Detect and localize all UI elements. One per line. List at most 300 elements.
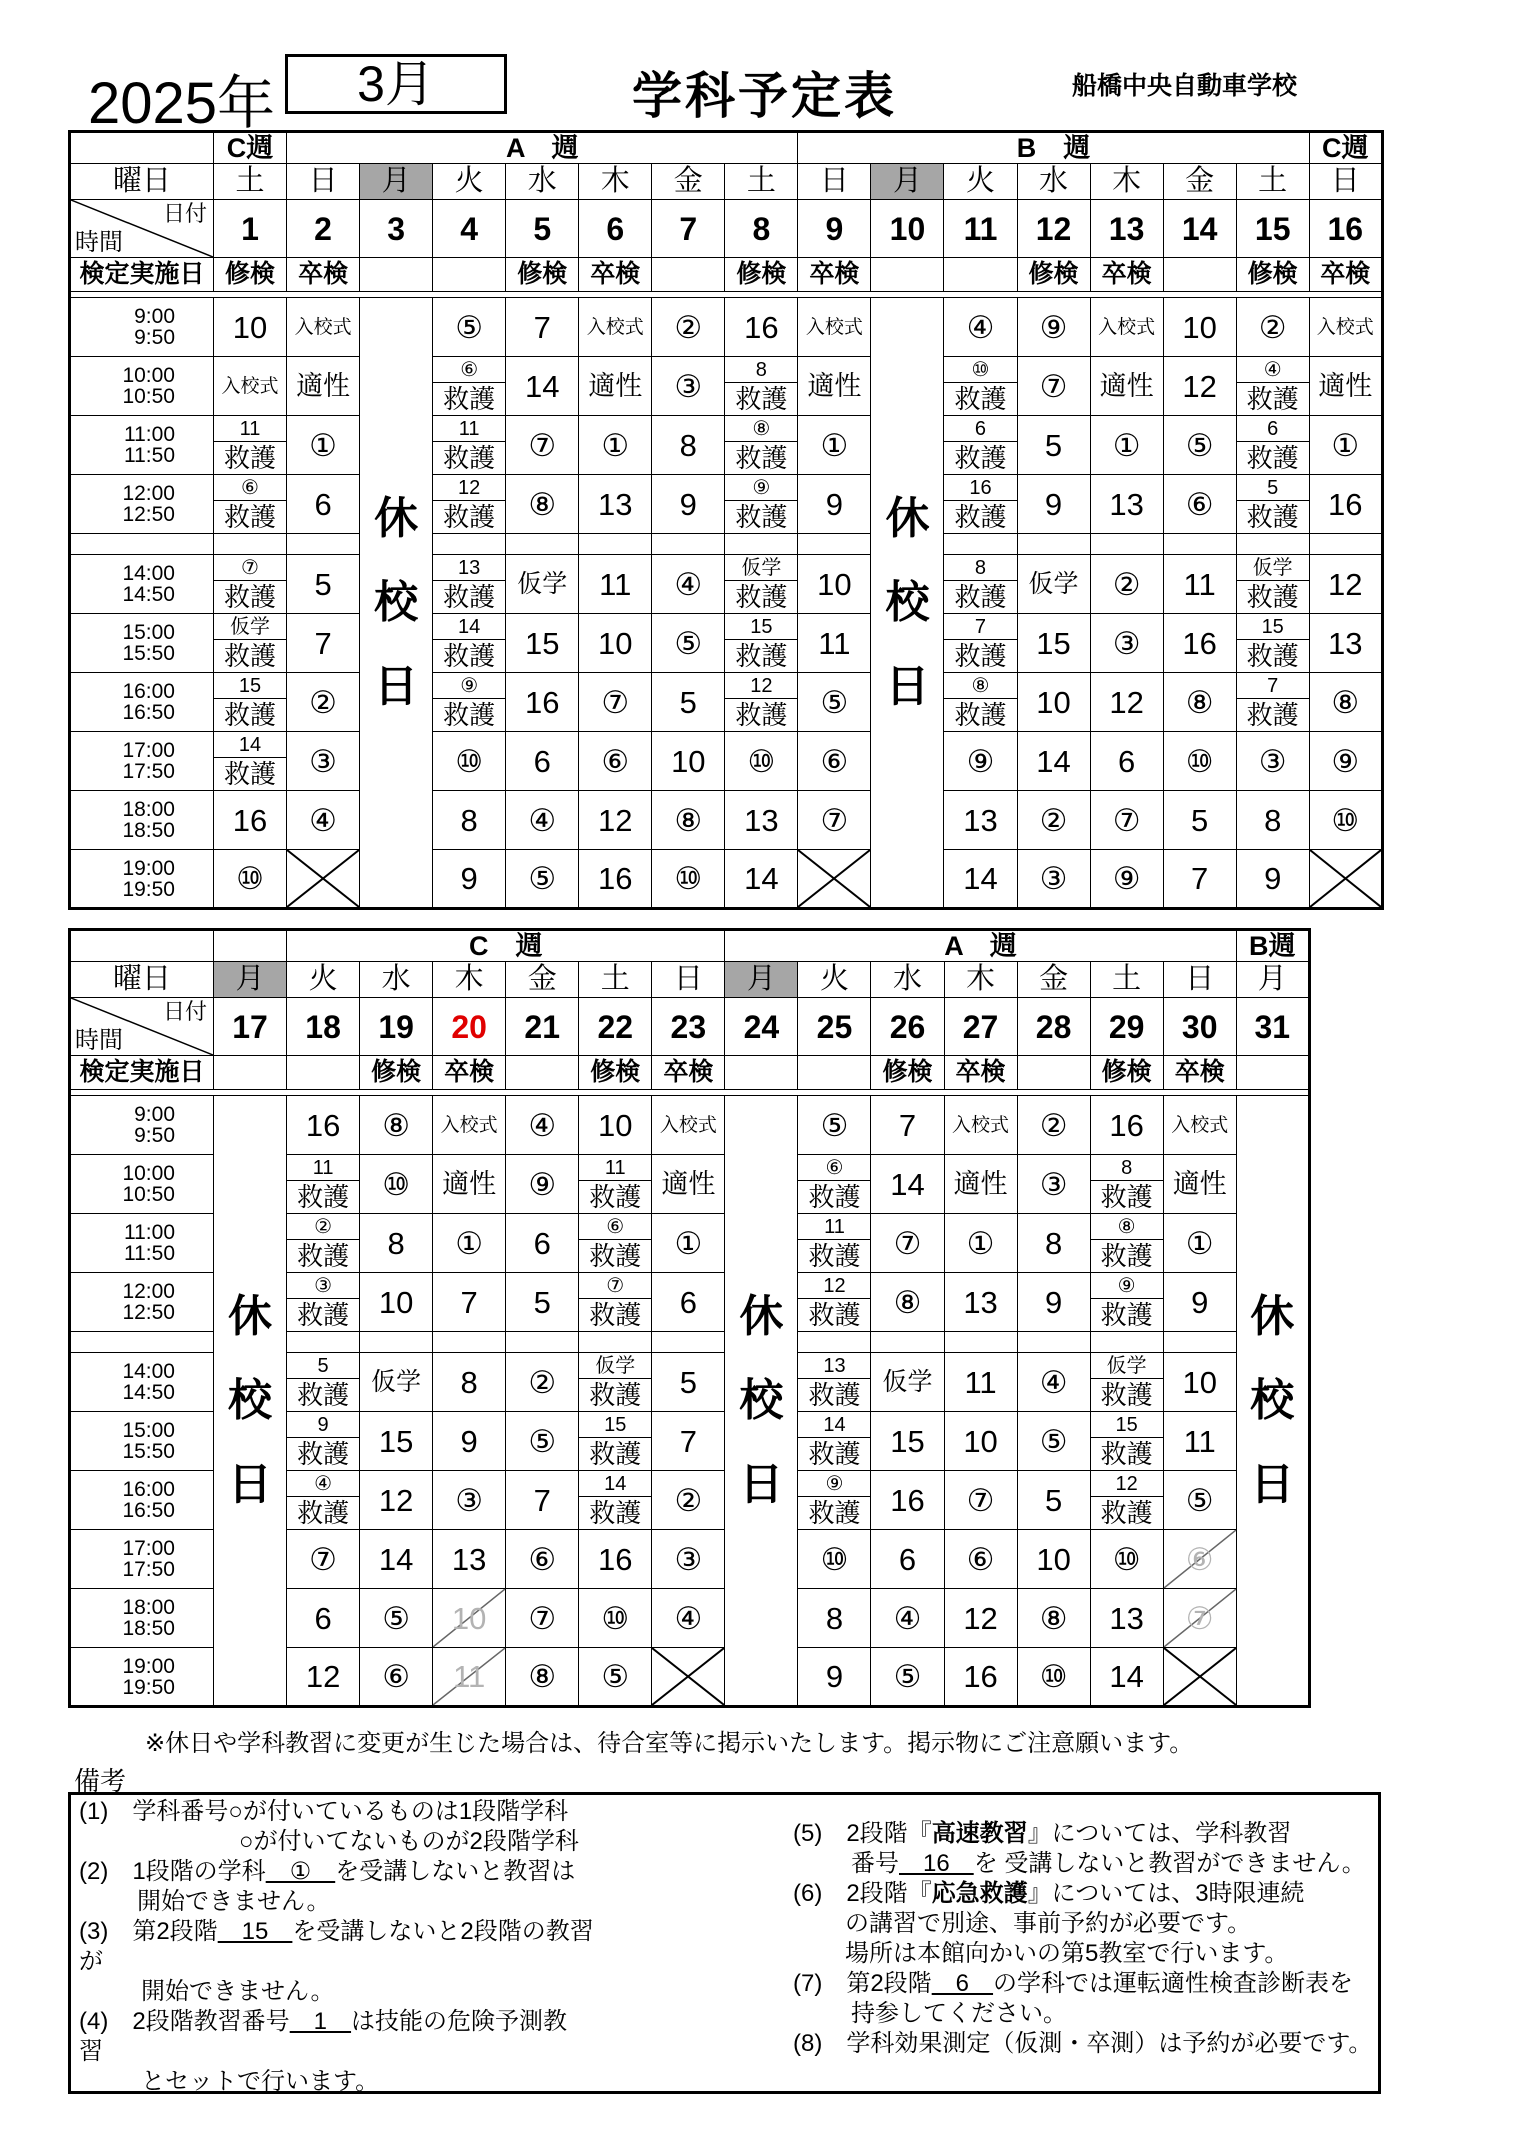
class-cell: ②: [1017, 1096, 1090, 1155]
date-cell: 20: [433, 998, 506, 1056]
class-type: 救護: [589, 1181, 642, 1212]
exam-row: [70, 258, 1383, 292]
date-row: [70, 998, 1310, 1056]
class-number: ⑥: [579, 1215, 651, 1240]
class-cell: [725, 416, 798, 475]
time-end: 19:50: [122, 877, 175, 901]
time-slot: [70, 1648, 214, 1707]
class-number: 12: [1091, 1472, 1163, 1497]
weekday-cell: 金: [1017, 962, 1090, 998]
class-cell: 6: [1090, 732, 1163, 791]
class-cell: [798, 1214, 871, 1273]
class-cell: 14: [1017, 732, 1090, 791]
class-cell: 5: [652, 673, 725, 732]
exam-cell: 修検: [1017, 258, 1090, 292]
class-cell: ⑦: [871, 1214, 944, 1273]
weekday-cell: 水: [506, 164, 579, 200]
exam-cell: 修検: [1090, 1056, 1163, 1090]
class-cell: 10: [944, 1412, 1017, 1471]
time-slot: [70, 673, 214, 732]
week-row: [70, 132, 1383, 164]
time-label: 時間: [75, 1027, 123, 1054]
class-cell: [287, 1273, 360, 1332]
class-type: 救護: [954, 442, 1007, 473]
date-cell: 23: [652, 998, 725, 1056]
class-cell: ⑩: [1090, 1530, 1163, 1589]
date-cell: 22: [579, 998, 652, 1056]
class-type: 救護: [443, 501, 496, 532]
lunch-break: [287, 1332, 360, 1353]
date-cell: 14: [1163, 200, 1236, 258]
week-label: C週: [1309, 132, 1382, 164]
weekday-cell: 火: [433, 164, 506, 200]
date-cell: 16: [1309, 200, 1382, 258]
class-cell: ⑦: [798, 791, 871, 850]
class-cell: ⑨: [1017, 298, 1090, 357]
class-cell: 5: [1017, 416, 1090, 475]
exam-cell: [871, 258, 944, 292]
time-end: 11:50: [124, 1242, 175, 1265]
time-start: 18:00: [122, 798, 175, 821]
date-cell: 18: [287, 998, 360, 1056]
class-cell: ⑤: [360, 1589, 433, 1648]
holiday-char: 休: [739, 1291, 784, 1341]
class-type: 救護: [735, 581, 788, 612]
weekday-cell: 火: [287, 962, 360, 998]
class-type: 救護: [224, 501, 277, 532]
period-row: [70, 673, 1383, 732]
class-number: 11: [214, 417, 286, 442]
class-type: 救護: [735, 383, 788, 414]
remark-5b: 番号 16 を 受講しないと教習ができません。: [851, 1850, 1366, 1877]
class-cell: [944, 416, 1017, 475]
class-cell: [725, 555, 798, 614]
cancelled-class-cell: [1163, 1530, 1236, 1589]
time-start: 9:00: [134, 1103, 175, 1126]
date-cell: 19: [360, 998, 433, 1056]
class-number: 5: [287, 1354, 359, 1379]
class-cell: [1236, 475, 1309, 534]
class-number: 12: [798, 1274, 870, 1299]
class-cell: [214, 614, 287, 673]
class-cell: 16: [579, 1530, 652, 1589]
remark-3: (3) 第2段階 15 を受講しないと2段階の教習: [79, 1918, 594, 1945]
class-cell: 6: [871, 1530, 944, 1589]
class-cell: ①: [433, 1214, 506, 1273]
class-number: 16: [944, 476, 1016, 501]
holiday-char: 日: [374, 661, 419, 711]
class-cell: ②: [1236, 298, 1309, 357]
class-cell: 7: [506, 1471, 579, 1530]
class-number: 12: [433, 476, 505, 501]
class-type: 救護: [1246, 699, 1299, 730]
class-type: 救護: [1100, 1438, 1153, 1469]
class-cell: ⑩: [360, 1155, 433, 1214]
class-cell: 9: [798, 475, 871, 534]
class-number: 仮学: [725, 556, 797, 581]
class-cell: [433, 673, 506, 732]
class-cell: 9: [798, 1648, 871, 1707]
class-number: ⑥: [1185, 1541, 1214, 1577]
lunch-break: [579, 1332, 652, 1353]
class-number: ⑨: [798, 1472, 870, 1497]
class-cell: 16: [506, 673, 579, 732]
class-cell: ⑤: [1017, 1412, 1090, 1471]
class-cell: 9: [433, 1412, 506, 1471]
weekday-cell: 金: [506, 962, 579, 998]
class-cell: [1236, 555, 1309, 614]
date-label: 日付: [162, 201, 207, 226]
class-number: 仮学: [214, 615, 286, 640]
lunch-break: [1309, 534, 1382, 555]
class-cell: ⑩: [1309, 791, 1382, 850]
weekday-cell: 土: [214, 164, 287, 200]
class-number: ⑨: [1091, 1274, 1163, 1299]
class-cell: 13: [1090, 1589, 1163, 1648]
class-number: 13: [798, 1354, 870, 1379]
class-type: 救護: [297, 1299, 350, 1330]
time-start: 12:00: [122, 482, 175, 505]
class-cell: 9: [433, 850, 506, 909]
class-cell: ⑦: [506, 416, 579, 475]
time-slot: [70, 1273, 214, 1332]
time-start: 17:00: [122, 1537, 175, 1560]
holiday-cell: [214, 1096, 287, 1707]
class-cell: [1236, 673, 1309, 732]
lunch-break: [214, 534, 287, 555]
class-number: 11: [453, 1659, 486, 1694]
weekday-cell: 金: [652, 164, 725, 200]
class-cell: [798, 1353, 871, 1412]
weekday-cell: 日: [652, 962, 725, 998]
month-box: 3月: [285, 54, 507, 114]
class-cell: ⑧: [1017, 1589, 1090, 1648]
exam-cell: [1236, 1056, 1309, 1090]
class-cell: [579, 1214, 652, 1273]
lunch-break: [1163, 534, 1236, 555]
time-start: 19:00: [122, 856, 175, 880]
time-slot: [70, 555, 214, 614]
class-cell: [579, 1353, 652, 1412]
holiday-char: 日: [739, 1459, 784, 1509]
time-start: 16:00: [122, 1478, 175, 1501]
class-cell: 13: [1090, 475, 1163, 534]
time-start: 15:00: [122, 621, 175, 644]
class-cell: ⑧: [1309, 673, 1382, 732]
class-cell: 7: [652, 1412, 725, 1471]
class-cell: [1236, 416, 1309, 475]
class-cell: ③: [287, 732, 360, 791]
no-class-cell: [287, 850, 360, 909]
class-number: 15: [725, 615, 797, 640]
class-cell: 5: [287, 555, 360, 614]
weekday-header: 曜日: [70, 962, 214, 998]
class-cell: ⑤: [652, 614, 725, 673]
date-row: [70, 200, 1383, 258]
lunch-break: [652, 534, 725, 555]
class-cell: 13: [1309, 614, 1382, 673]
holiday-cell: [871, 298, 944, 909]
class-cell: 12: [1163, 357, 1236, 416]
class-number: 11: [798, 1215, 870, 1240]
exam-cell: 卒検: [652, 1056, 725, 1090]
time-end: 18:50: [122, 819, 175, 842]
time-slot: [70, 416, 214, 475]
class-cell: 入校式: [287, 298, 360, 357]
time-slot: [70, 475, 214, 534]
class-cell: ⑦: [287, 1530, 360, 1589]
weekday-cell: 月: [360, 164, 433, 200]
holiday-char: 休: [228, 1291, 273, 1341]
class-type: 救護: [735, 442, 788, 473]
class-cell: ⑧: [871, 1273, 944, 1332]
class-cell: 7: [433, 1273, 506, 1332]
class-type: 救護: [224, 442, 277, 473]
lunch-break: [944, 1332, 1017, 1353]
time-start: 12:00: [122, 1280, 175, 1303]
weekday-cell: 月: [871, 164, 944, 200]
class-cell: ④: [506, 791, 579, 850]
class-cell: 9: [1236, 850, 1309, 909]
time-start: 16:00: [122, 680, 175, 703]
class-type: 救護: [954, 640, 1007, 671]
date-cell: 13: [1090, 200, 1163, 258]
class-type: 救護: [1100, 1240, 1153, 1271]
week-label-empty: [70, 132, 214, 164]
date-label: 日付: [162, 999, 207, 1024]
remark-8: (8) 学科効果測定（仮測・卒測）は予約が必要です。: [793, 2030, 1373, 2057]
time-end: 17:50: [122, 1558, 175, 1581]
class-number: ⑧: [944, 674, 1016, 699]
class-cell: 7: [506, 298, 579, 357]
class-cell: ③: [1017, 850, 1090, 909]
class-number: 14: [433, 615, 505, 640]
class-cell: ①: [579, 416, 652, 475]
class-cell: [944, 357, 1017, 416]
remark-2b: 開始できません。: [137, 1888, 331, 1915]
weekday-cell: 日: [1309, 164, 1382, 200]
class-cell: [287, 1471, 360, 1530]
class-cell: 入校式: [1309, 298, 1382, 357]
class-cell: ②: [652, 298, 725, 357]
remarks-box: [68, 1792, 1381, 2094]
class-cell: 11: [798, 614, 871, 673]
date-cell: 4: [433, 200, 506, 258]
time-start: 11:00: [124, 1221, 175, 1244]
class-cell: 仮学: [360, 1353, 433, 1412]
lunch-break: [287, 534, 360, 555]
class-cell: 12: [1309, 555, 1382, 614]
class-number: 6: [944, 417, 1016, 442]
time-start: 11:00: [124, 423, 175, 446]
class-type: 救護: [443, 699, 496, 730]
class-number: 11: [433, 417, 505, 442]
remark-3b: が: [79, 1948, 103, 1975]
period-row: [70, 416, 1383, 475]
class-cell: ⑤: [1163, 416, 1236, 475]
lunch-break: [70, 1332, 214, 1353]
class-cell: 14: [1090, 1648, 1163, 1707]
class-cell: ⑥: [579, 732, 652, 791]
schedule-table-2: [68, 928, 1311, 1708]
remark-4c: とセットで行います。: [141, 2068, 380, 2095]
class-number: ⑧: [1091, 1215, 1163, 1240]
class-type: 救護: [1246, 442, 1299, 473]
class-cell: [287, 1155, 360, 1214]
class-cell: 8: [433, 1353, 506, 1412]
class-cell: 10: [652, 732, 725, 791]
class-number: 14: [798, 1413, 870, 1438]
class-cell: 入校式: [1090, 298, 1163, 357]
date-cell: 31: [1236, 998, 1309, 1056]
class-cell: 10: [1163, 1353, 1236, 1412]
class-type: 救護: [443, 640, 496, 671]
class-cell: [1090, 1353, 1163, 1412]
class-cell: [1090, 1412, 1163, 1471]
class-number: 6: [1237, 417, 1309, 442]
class-cell: 入校式: [652, 1096, 725, 1155]
class-cell: ⑩: [725, 732, 798, 791]
date-cell: 21: [506, 998, 579, 1056]
date-cell: 15: [1236, 200, 1309, 258]
exam-cell: [214, 1056, 287, 1090]
class-cell: 16: [1163, 614, 1236, 673]
exam-cell: 修検: [725, 258, 798, 292]
lunch-break: [433, 1332, 506, 1353]
time-start: 9:00: [134, 305, 175, 328]
exam-cell: 修検: [579, 1056, 652, 1090]
lunch-break: [725, 534, 798, 555]
class-cell: 6: [287, 1589, 360, 1648]
date-cell: 25: [798, 998, 871, 1056]
exam-cell: 卒検: [433, 1056, 506, 1090]
exam-cell: [725, 1056, 798, 1090]
class-cell: ⑤: [433, 298, 506, 357]
class-cell: ⑤: [506, 1412, 579, 1471]
date-cell: 6: [579, 200, 652, 258]
class-cell: ⑩: [798, 1530, 871, 1589]
class-cell: [579, 1471, 652, 1530]
class-cell: 14: [360, 1530, 433, 1589]
class-cell: 10: [798, 555, 871, 614]
class-cell: ①: [287, 416, 360, 475]
weekday-cell: 土: [579, 962, 652, 998]
class-type: 救護: [1100, 1181, 1153, 1212]
class-cell: [214, 475, 287, 534]
holiday-char: 日: [1250, 1459, 1295, 1509]
class-cell: [214, 555, 287, 614]
lunch-break: [1017, 1332, 1090, 1353]
lunch-break: [579, 534, 652, 555]
class-cell: ①: [944, 1214, 1017, 1273]
no-class-cell: [652, 1648, 725, 1707]
class-cell: 適性: [652, 1155, 725, 1214]
class-cell: 6: [287, 475, 360, 534]
class-cell: [579, 1155, 652, 1214]
lunch-break: [433, 534, 506, 555]
time-end: 15:50: [122, 1440, 175, 1463]
class-cell: [725, 357, 798, 416]
time-slot: [70, 791, 214, 850]
class-cell: ③: [652, 357, 725, 416]
class-number: 8: [1091, 1156, 1163, 1181]
time-start: 15:00: [122, 1419, 175, 1442]
date-cell: 11: [944, 200, 1017, 258]
class-cell: ④: [652, 1589, 725, 1648]
class-cell: 13: [725, 791, 798, 850]
week-label: [214, 930, 287, 962]
class-cell: ⑩: [214, 850, 287, 909]
remark-3c: 開始できません。: [141, 1978, 335, 2005]
class-type: 救護: [443, 581, 496, 612]
lunch-break: [1090, 1332, 1163, 1353]
date-cell: 28: [1017, 998, 1090, 1056]
week-label: C週: [214, 132, 287, 164]
class-cell: ⑤: [506, 850, 579, 909]
time-slot: [70, 357, 214, 416]
class-type: 救護: [297, 1181, 350, 1212]
class-cell: 仮学: [1017, 555, 1090, 614]
class-cell: [579, 1273, 652, 1332]
class-type: 救護: [297, 1240, 350, 1271]
class-number: ⑦: [579, 1274, 651, 1299]
class-cell: 12: [579, 791, 652, 850]
class-number: 14: [579, 1472, 651, 1497]
class-cell: 7: [287, 614, 360, 673]
class-number: ②: [287, 1215, 359, 1240]
remark-7b: 持参してください。: [851, 2000, 1067, 2027]
holiday-char: 校: [739, 1375, 784, 1425]
period-row: [70, 555, 1383, 614]
date-cell: 30: [1163, 998, 1236, 1056]
class-cell: ⑨: [944, 732, 1017, 791]
class-cell: ③: [433, 1471, 506, 1530]
time-start: 14:00: [122, 562, 175, 585]
class-number: 仮学: [579, 1354, 651, 1379]
exam-cell: 修検: [871, 1056, 944, 1090]
exam-cell: 卒検: [287, 258, 360, 292]
page-title: 学科予定表: [632, 68, 897, 124]
weekday-row: [70, 164, 1383, 200]
holiday-char: 校: [1250, 1375, 1295, 1425]
cancelled-class-cell: [1163, 1589, 1236, 1648]
lunch-break: [652, 1332, 725, 1353]
class-cell: 仮学: [506, 555, 579, 614]
class-type: 救護: [589, 1379, 642, 1410]
class-type: 救護: [808, 1240, 861, 1271]
class-cell: [287, 1412, 360, 1471]
class-cell: ⑤: [798, 673, 871, 732]
class-cell: [798, 1471, 871, 1530]
lunch-break: [1017, 534, 1090, 555]
period-row: [70, 732, 1383, 791]
class-cell: ②: [287, 673, 360, 732]
class-number: 仮学: [1091, 1354, 1163, 1379]
class-cell: 14: [725, 850, 798, 909]
class-cell: ⑥: [944, 1530, 1017, 1589]
date-cell: 2: [287, 200, 360, 258]
class-cell: 12: [360, 1471, 433, 1530]
period-row: [70, 475, 1383, 534]
weekday-cell: 日: [798, 164, 871, 200]
time-end: 16:50: [122, 1499, 175, 1522]
class-cell: 適性: [579, 357, 652, 416]
class-cell: 14: [944, 850, 1017, 909]
class-cell: ③: [1090, 614, 1163, 673]
week-label-empty: [70, 930, 214, 962]
class-cell: [798, 1155, 871, 1214]
weekday-cell: 土: [1236, 164, 1309, 200]
